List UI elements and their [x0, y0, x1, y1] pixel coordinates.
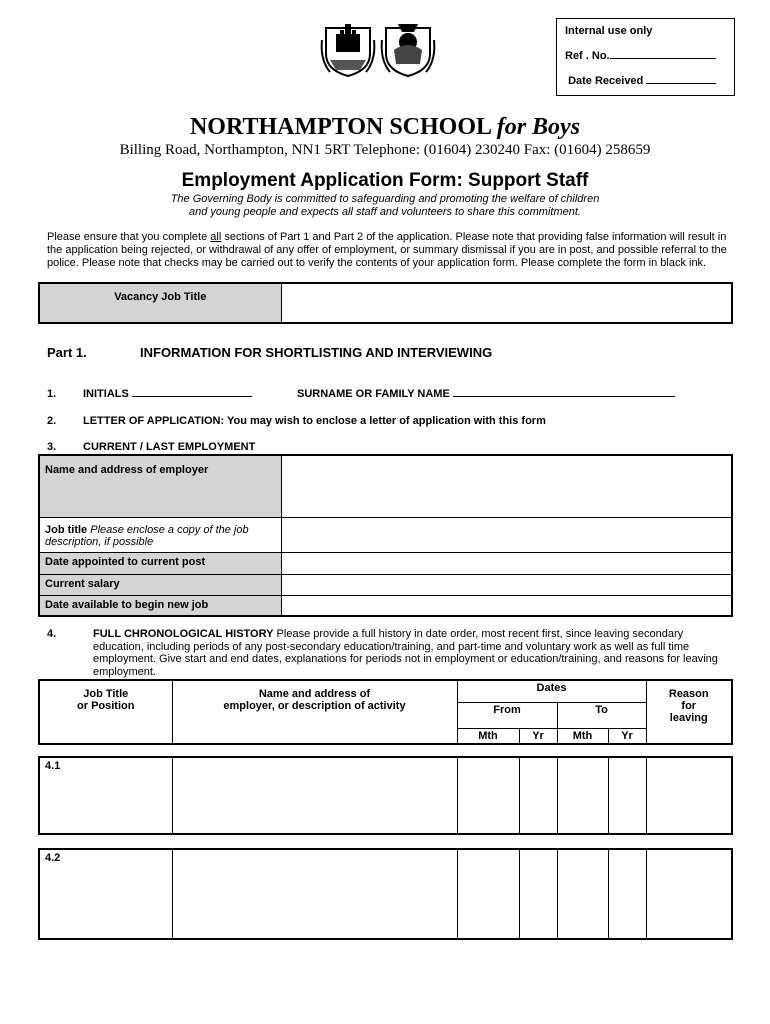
date-received-field[interactable] — [565, 75, 726, 100]
q2-num: 2. — [47, 415, 57, 427]
form-title: Employment Application Form: Support Staff — [181, 170, 589, 191]
entry-4-1-to-year[interactable] — [608, 757, 646, 834]
date-received-label: Date Received — [568, 75, 644, 87]
job-title-header: Job Title or Position — [39, 680, 172, 744]
vacancy-table — [38, 282, 733, 324]
from-month-header: Mth — [457, 728, 519, 744]
entry-4-1-label[interactable]: 4.1 — [39, 757, 172, 834]
entry-4-1-employer[interactable] — [172, 757, 457, 834]
current-employment-heading: CURRENT / LAST EMPLOYMENT — [83, 441, 256, 453]
intro-paragraph: Please ensure that you complete all sections of Part 1 and Part 2 of the application. Please note that providing false information will result in the application being rejected, or withdrawal of any offer of employment, or summary dismissal if you are in post, and possible referral to the police. Please note that checks may be carried out to verify the contents of your application form. Please complete the form in black ink. — [47, 231, 727, 269]
school-crest-right-icon — [380, 20, 436, 78]
letter-of-application: LETTER OF APPLICATION: You may wish to enclose a letter of application with this form — [83, 415, 546, 427]
q4-num: 4. — [47, 628, 57, 640]
to-header: To — [557, 702, 646, 728]
entry-4-1-from-month[interactable] — [457, 757, 519, 834]
internal-use-box — [556, 18, 735, 96]
dates-header: Dates — [457, 680, 646, 702]
from-year-header: Yr — [519, 728, 557, 744]
q3-num: 3. — [47, 441, 57, 453]
entry-4-2-to-month[interactable] — [557, 849, 608, 939]
from-header: From — [457, 702, 557, 728]
date-appointed-input[interactable] — [281, 552, 732, 574]
employer-header: Name and address of employer, or description of activity — [172, 680, 457, 744]
vacancy-input[interactable] — [281, 283, 732, 323]
entry-4-2-to-year[interactable] — [608, 849, 646, 939]
entry-4-2-employer[interactable] — [172, 849, 457, 939]
entry-4-1-from-year[interactable] — [519, 757, 557, 834]
to-year-header: Yr — [608, 728, 646, 744]
date-available-input[interactable] — [281, 595, 732, 616]
entry-4-2-from-year[interactable] — [519, 849, 557, 939]
school-address: Billing Road, Northampton, NN1 5RT Telephone: (01604) 230240 Fax: (01604) 258659 — [119, 142, 651, 158]
ref-no-label: Ref . No. — [565, 50, 610, 62]
history-header-table — [38, 679, 733, 745]
current-salary-label: Current salary — [39, 574, 281, 595]
entry-4-2-label[interactable]: 4.2 — [39, 849, 172, 939]
current-salary-input[interactable] — [281, 574, 732, 595]
job-title-input[interactable] — [281, 517, 732, 552]
date-appointed-label: Date appointed to current post — [39, 552, 281, 574]
surname-field[interactable]: SURNAME OR FAMILY NAME — [297, 388, 675, 400]
internal-use-title: Internal use only — [565, 25, 653, 37]
date-available-label: Date available to begin new job — [39, 595, 281, 616]
vacancy-label: Vacancy Job Title — [39, 283, 281, 323]
history-entry-4-2 — [38, 848, 733, 940]
employment-table — [38, 454, 733, 617]
entry-4-2-from-month[interactable] — [457, 849, 519, 939]
entry-4-1-reason[interactable] — [646, 757, 732, 834]
safeguarding-statement: The Governing Body is committed to safeguarding and promoting the welfare of children and young people and expects all staff and volunteers to share this commitment. — [170, 193, 600, 218]
chronological-history-instructions: FULL CHRONOLOGICAL HISTORY Please provide a full history in date order, most recent first, since leaving secondary education, including periods of any post-secondary education/training, and part-time and voluntary work as well as full time employment. Give start and end dates, explanations for periods not in employment or education/training, and reasons for leaving employment. — [93, 628, 718, 678]
school-crest-left-icon — [320, 20, 376, 78]
part1-heading: Part 1. INFORMATION FOR SHORTLISTING AND INTERVIEWING — [47, 345, 493, 360]
history-entry-4-1 — [38, 756, 733, 835]
employer-label: Name and address of employer — [39, 455, 281, 517]
reason-header: Reason for leaving — [646, 680, 732, 744]
entry-4-1-to-month[interactable] — [557, 757, 608, 834]
entry-4-2-reason[interactable] — [646, 849, 732, 939]
job-title-label: Job title Please enclose a copy of the job description, if possible — [39, 517, 281, 552]
employer-input[interactable] — [281, 455, 732, 517]
to-month-header: Mth — [557, 728, 608, 744]
initials-field[interactable]: INITIALS — [83, 388, 252, 400]
school-name: NORTHAMPTON SCHOOL for Boys — [189, 114, 581, 140]
ref-no-field[interactable] — [565, 50, 726, 75]
q1-num: 1. — [47, 388, 57, 400]
